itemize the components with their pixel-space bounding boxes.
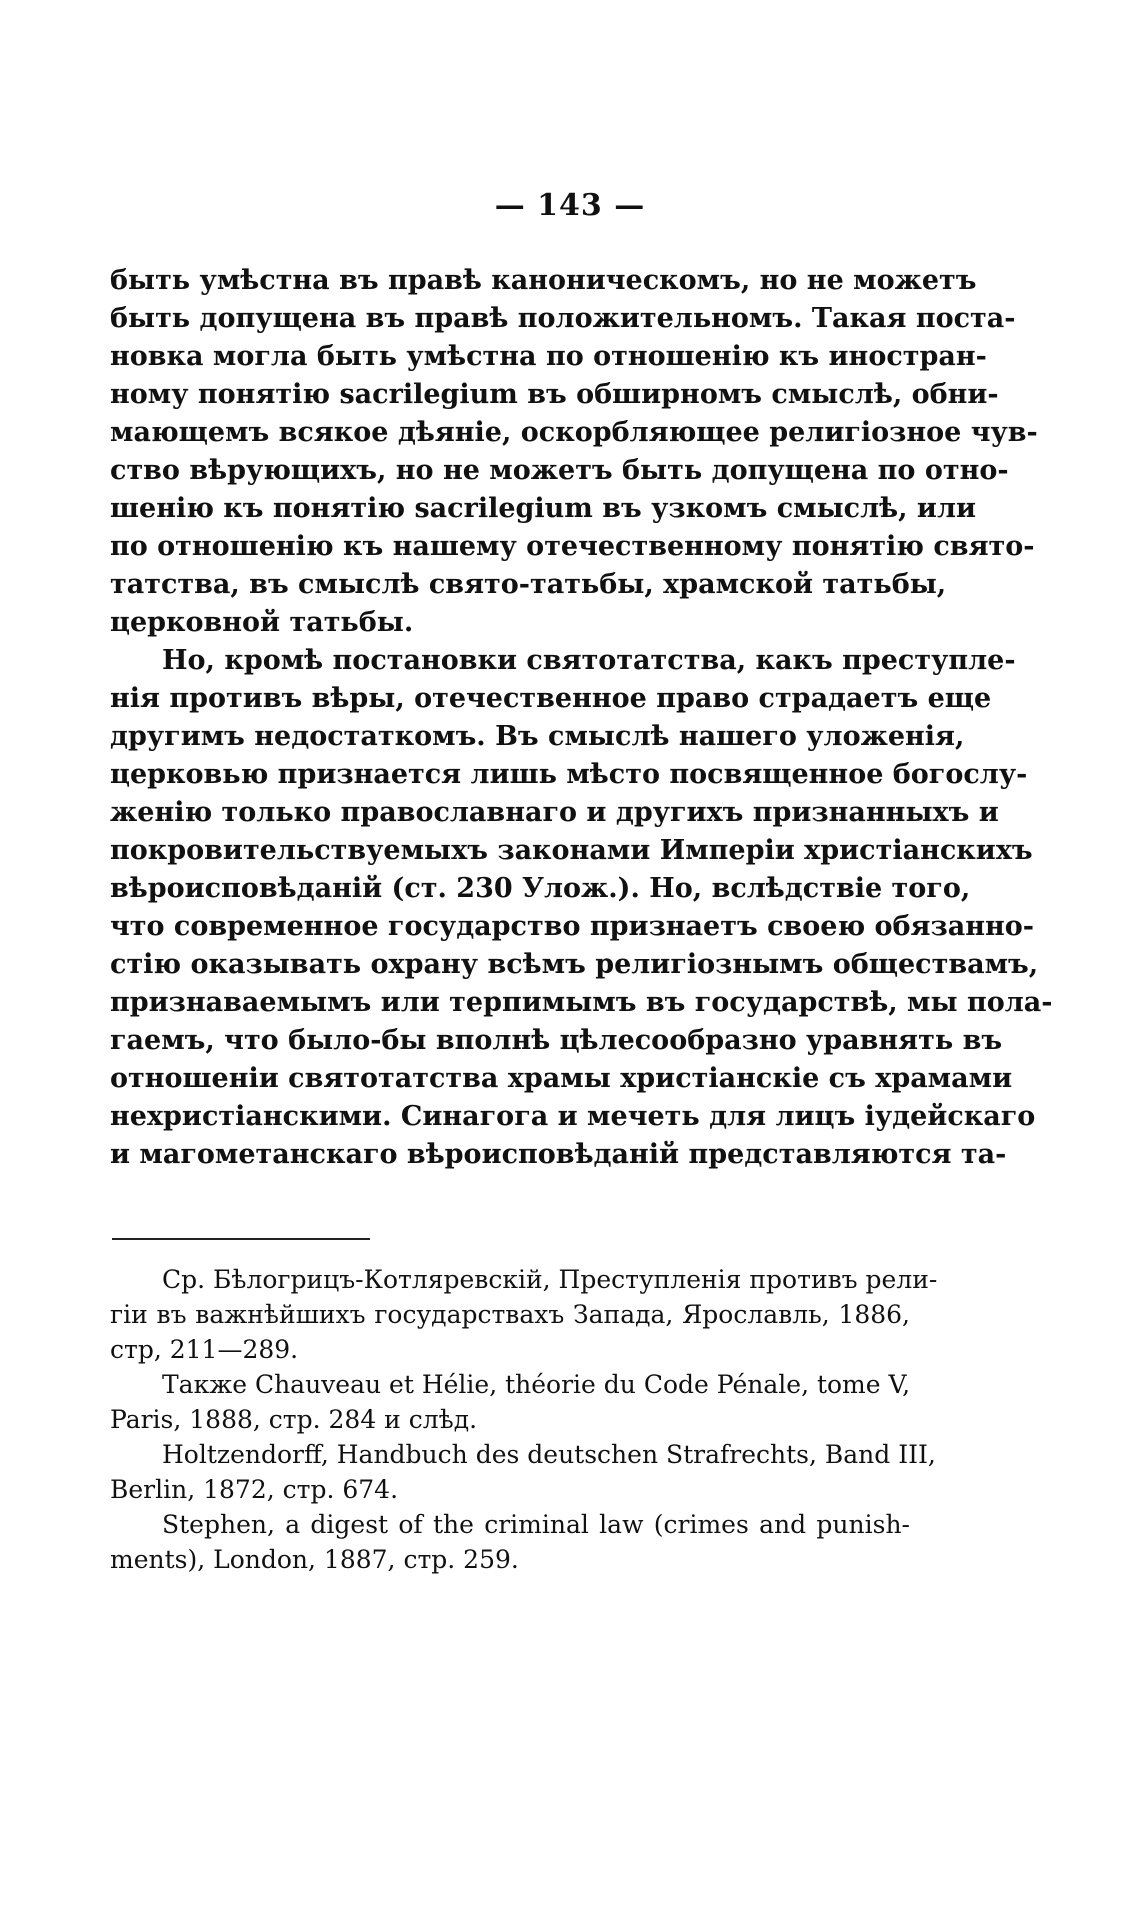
footnote-line: Paris, 1888, стр. 284 и слѣд.: [110, 1405, 478, 1434]
text-line: покровительствуемыхъ законами Имперіи христіанскихъ: [110, 835, 1033, 866]
text-line: другимъ недостаткомъ. Въ смыслѣ нашего уложенія,: [110, 721, 965, 752]
footnote-line: Stephen, a digest of the criminal law (crimes and punish-: [162, 1510, 910, 1539]
text-line: нехристіанскими. Синагога и мечеть для лицъ іудейскаго: [110, 1101, 1036, 1132]
footnote-line: Ср. Бѣлогрицъ-Котляревскій, Преступленія противъ рели-: [162, 1265, 938, 1294]
text-line: что современное государство признаетъ своею обязанно-: [110, 911, 1034, 942]
text-line: быть умѣстна въ правѣ каноническомъ, но не можетъ: [110, 265, 977, 296]
footnote-line: Holtzendorff, Handbuch des deutschen Strafrechts, Band III,: [162, 1440, 936, 1469]
text-line: стію оказывать охрану всѣмъ религіознымъ обществамъ,: [110, 949, 1039, 980]
footnote-line: Berlin, 1872, стр. 674.: [110, 1475, 399, 1504]
footnote-line: Также Chauveau et Hélie, théorie du Code Pénale, tome V,: [162, 1370, 911, 1399]
text-line: шенію къ понятію sacrilegium въ узкомъ смыслѣ, или: [110, 493, 977, 524]
text-line: вѣроисповѣданій (ст. 230 Улож.). Но, вслѣдствіе того,: [110, 873, 971, 904]
text-line: Но, кромѣ постановки святотатства, какъ преступле-: [162, 645, 1016, 676]
footnotes: [110, 1262, 938, 1577]
text-line: церковной татьбы.: [110, 607, 414, 638]
footnote-divider: [112, 1238, 370, 1240]
text-line: татства, въ смыслѣ свято-татьбы, храмской татьбы,: [110, 569, 947, 600]
footnote-line: гіи въ важнѣйшихъ государствахъ Запада, Ярославль, 1886,: [110, 1300, 910, 1329]
text-line: гаемъ, что было-бы вполнѣ цѣлесообразно уравнять въ: [110, 1025, 1003, 1056]
text-line: быть допущена въ правѣ положительномъ. Такая поста-: [110, 303, 1016, 334]
text-line: новка могла быть умѣстна по отношенію къ иностран-: [110, 341, 987, 372]
text-line: признаваемымъ или терпимымъ въ государствѣ, мы пола-: [110, 987, 1053, 1018]
text-line: нія противъ вѣры, отечественное право страдаетъ еще: [110, 683, 992, 714]
footnote-line: ments), London, 1887, стр. 259.: [110, 1545, 519, 1574]
text-line: церковью признается лишь мѣсто посвященное богослу-: [110, 759, 1028, 790]
text-line: женію только православнаго и другихъ признанныхъ и: [110, 797, 999, 828]
text-line: мающемъ всякое дѣяніе, оскорбляющее религіозное чув-: [110, 417, 1038, 448]
text-line: отношеніи святотатства храмы христіанскіе съ храмами: [110, 1063, 1013, 1094]
text-line: ному понятію sacrilegium въ обширномъ смыслѣ, обни-: [110, 379, 999, 410]
main-text: [110, 262, 1053, 1174]
text-line: по отношенію къ нашему отечественному понятію свято-: [110, 531, 1035, 562]
footnote-line: стр, 211—289.: [110, 1335, 299, 1364]
page-number: — 143 —: [494, 188, 646, 223]
text-line: ство вѣрующихъ, но не можетъ быть допущена по отно-: [110, 455, 1009, 486]
text-line: и магометанскаго вѣроисповѣданій представляются та-: [110, 1139, 1007, 1170]
